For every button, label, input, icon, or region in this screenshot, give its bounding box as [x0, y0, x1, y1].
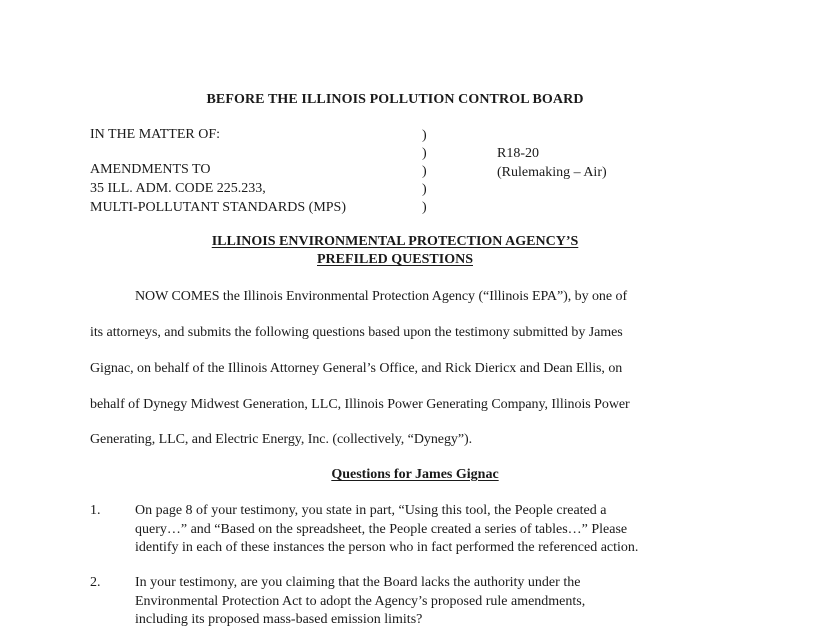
- question-text-line: On page 8 of your testimony, you state in part, “Using this tool, the People created a: [135, 503, 607, 518]
- document-title-line: PREFILED QUESTIONS: [317, 252, 473, 267]
- caption-paren: ): [422, 146, 427, 161]
- intro-line: Gignac, on behalf of the Illinois Attorney General’s Office, and Rick Diericx and Dean Ellis, on: [90, 361, 623, 376]
- intro-line: behalf of Dynegy Midwest Generation, LLC, Illinois Power Generating Company, Illinois Power: [90, 397, 630, 412]
- question-number: 2.: [90, 575, 101, 590]
- question-text-line: Environmental Protection Act to adopt the Agency’s proposed rule amendments,: [135, 594, 586, 609]
- caption-paren: ): [422, 200, 427, 215]
- section-heading: Questions for James Gignac: [331, 467, 499, 482]
- caption-paren: ): [422, 128, 427, 143]
- docket-type: (Rulemaking – Air): [497, 165, 607, 180]
- caption-line: AMENDMENTS TO: [90, 162, 211, 177]
- caption-line: 35 ILL. ADM. CODE 225.233,: [90, 181, 266, 196]
- question-text-line: identify in each of these instances the person who in fact performed the referenced action.: [135, 540, 639, 555]
- question-number: 1.: [90, 503, 101, 518]
- caption-paren: ): [422, 164, 427, 179]
- document-title-line: ILLINOIS ENVIRONMENTAL PROTECTION AGENCY’S: [211, 234, 579, 249]
- question-text-line: query…” and “Based on the spreadsheet, the People created a series of tables…” Please: [135, 522, 628, 537]
- intro-line: NOW COMES the Illinois Environmental Protection Agency (“Illinois EPA”), by one of: [135, 289, 628, 304]
- caption-paren: ): [422, 182, 427, 197]
- caption-line: MULTI-POLLUTANT STANDARDS (MPS): [90, 200, 346, 215]
- question-text-line: In your testimony, are you claiming that the Board lacks the authority under the: [135, 575, 581, 590]
- intro-line: its attorneys, and submits the following questions based upon the testimony submitted by James: [90, 325, 623, 340]
- caption-line: IN THE MATTER OF:: [90, 127, 221, 142]
- intro-line: Generating, LLC, and Electric Energy, Inc. (collectively, “Dynegy”).: [90, 432, 473, 447]
- question-text-line: including its proposed mass-based emission limits?: [135, 612, 423, 627]
- document-heading: BEFORE THE ILLINOIS POLLUTION CONTROL BOARD: [206, 92, 584, 107]
- docket-number: R18-20: [497, 146, 539, 161]
